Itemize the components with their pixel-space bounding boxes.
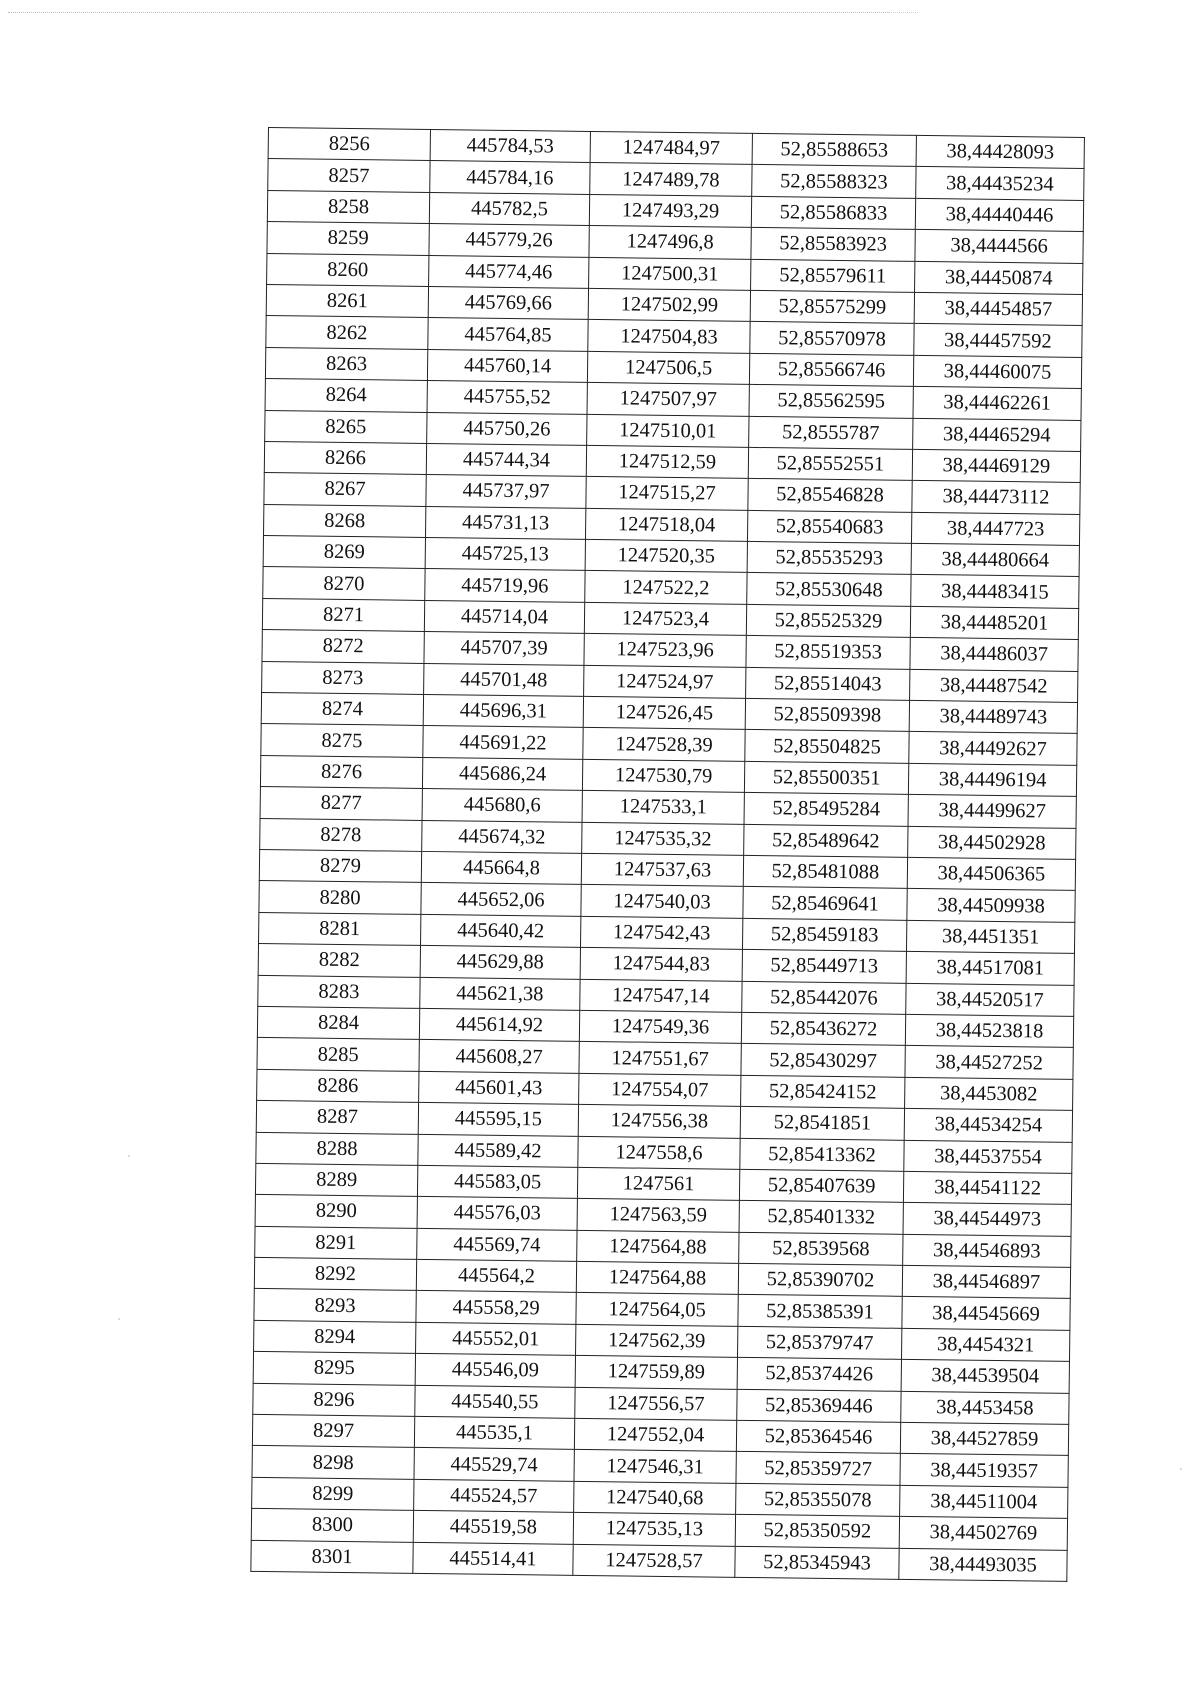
y-coordinate-cell: 1247512,59 [586,445,748,478]
latitude-cell: 52,85509398 [745,698,909,731]
x-coordinate-cell: 445529,74 [414,1448,574,1481]
point-number-cell: 8299 [252,1477,414,1510]
longitude-cell: 38,44428093 [916,135,1084,168]
longitude-cell: 38,44511004 [900,1485,1068,1518]
x-coordinate-cell: 445701,48 [424,663,584,696]
longitude-cell: 38,44460075 [913,355,1081,388]
latitude-cell: 52,85566746 [749,353,913,386]
y-coordinate-cell: 1247528,57 [573,1544,735,1577]
point-number-cell: 8287 [256,1101,418,1134]
y-coordinate-cell: 1247559,89 [575,1356,737,1389]
longitude-cell: 38,4444566 [915,230,1083,263]
point-number-cell: 8296 [253,1383,415,1416]
longitude-cell: 38,44502928 [908,826,1076,859]
y-coordinate-cell: 1247562,39 [576,1324,738,1357]
x-coordinate-cell: 445750,26 [427,412,587,445]
y-coordinate-cell: 1247533,1 [582,791,744,824]
longitude-cell: 38,44509938 [907,889,1075,922]
longitude-cell: 38,44469129 [912,449,1080,482]
longitude-cell: 38,44527252 [905,1046,1073,1079]
latitude-cell: 52,85364546 [736,1420,900,1453]
y-coordinate-cell: 1247556,38 [578,1104,740,1137]
x-coordinate-cell: 445576,03 [417,1197,577,1230]
point-number-cell: 8273 [262,661,424,694]
y-coordinate-cell: 1247563,59 [577,1199,739,1232]
latitude-cell: 52,85495284 [744,793,908,826]
longitude-cell: 38,44520517 [906,983,1074,1016]
y-coordinate-cell: 1247564,88 [577,1230,739,1263]
coordinates-table-container [250,127,1084,1582]
latitude-cell: 52,85570978 [750,322,914,355]
latitude-cell: 52,85424152 [741,1075,905,1108]
longitude-cell: 38,44465294 [913,418,1081,451]
x-coordinate-cell: 445640,42 [421,914,581,947]
y-coordinate-cell: 1247540,68 [574,1481,736,1514]
longitude-cell: 38,44435234 [916,167,1084,200]
latitude-cell: 52,8539568 [739,1232,903,1265]
latitude-cell: 52,85345943 [735,1546,899,1579]
x-coordinate-cell: 445583,05 [417,1165,577,1198]
y-coordinate-cell: 1247535,13 [573,1513,735,1546]
x-coordinate-cell: 445779,26 [429,224,589,257]
point-number-cell: 8268 [264,504,426,537]
y-coordinate-cell: 1247518,04 [585,508,747,541]
longitude-cell: 38,44527859 [900,1422,1068,1455]
y-coordinate-cell: 1247530,79 [582,759,744,792]
y-coordinate-cell: 1247515,27 [586,477,748,510]
y-coordinate-cell: 1247561 [577,1167,739,1200]
x-coordinate-cell: 445680,6 [422,789,582,822]
longitude-cell: 38,4447723 [911,512,1079,545]
y-coordinate-cell: 1247551,67 [579,1042,741,1075]
longitude-cell: 38,44486037 [910,638,1078,671]
x-coordinate-cell: 445731,13 [425,506,585,539]
longitude-cell: 38,44506365 [907,857,1075,890]
point-number-cell: 8260 [267,253,429,286]
point-number-cell: 8261 [266,284,428,317]
longitude-cell: 38,44541122 [903,1171,1071,1204]
point-number-cell: 8285 [257,1038,419,1071]
x-coordinate-cell: 445714,04 [424,600,584,633]
x-coordinate-cell: 445664,8 [421,851,581,884]
longitude-cell: 38,44457592 [914,324,1082,357]
point-number-cell: 8256 [268,128,430,161]
latitude-cell: 52,85374426 [737,1358,901,1391]
longitude-cell: 38,44544973 [903,1203,1071,1236]
y-coordinate-cell: 1247556,57 [575,1387,737,1420]
longitude-cell: 38,44523818 [905,1014,1073,1047]
longitude-cell: 38,4454321 [901,1328,1069,1361]
point-number-cell: 8272 [262,630,424,663]
y-coordinate-cell: 1247537,63 [581,853,743,886]
point-number-cell: 8262 [266,316,428,349]
y-coordinate-cell: 1247484,97 [590,131,752,164]
scan-speck [128,1155,130,1157]
longitude-cell: 38,44545669 [902,1297,1070,1330]
y-coordinate-cell: 1247489,78 [590,163,752,196]
latitude-cell: 52,85588323 [752,165,916,198]
x-coordinate-cell: 445719,96 [425,569,585,602]
longitude-cell: 38,44546897 [902,1265,1070,1298]
y-coordinate-cell: 1247544,83 [580,948,742,981]
x-coordinate-cell: 445674,32 [422,820,582,853]
point-number-cell: 8286 [257,1069,419,1102]
x-coordinate-cell: 445764,85 [428,318,588,351]
point-number-cell: 8297 [252,1414,414,1447]
y-coordinate-cell: 1247522,2 [585,571,747,604]
latitude-cell: 52,8541851 [740,1106,904,1139]
x-coordinate-cell: 445629,88 [420,946,580,979]
latitude-cell: 52,85359727 [736,1452,900,1485]
latitude-cell: 52,85504825 [745,730,909,763]
point-number-cell: 8259 [267,222,429,255]
latitude-cell: 52,85575299 [750,290,914,323]
x-coordinate-cell: 445784,53 [430,129,590,162]
latitude-cell: 52,85562595 [749,385,913,418]
y-coordinate-cell: 1247558,6 [578,1136,740,1169]
y-coordinate-cell: 1247528,39 [583,728,745,761]
latitude-cell: 52,8555787 [749,416,913,449]
longitude-cell: 38,44492627 [909,732,1077,765]
longitude-cell: 38,4453458 [901,1391,1069,1424]
point-number-cell: 8267 [264,473,426,506]
x-coordinate-cell: 445652,06 [421,883,581,916]
point-number-cell: 8277 [260,787,422,820]
point-number-cell: 8257 [268,159,430,192]
scan-speck [1180,1468,1182,1470]
point-number-cell: 8271 [262,598,424,631]
x-coordinate-cell: 445524,57 [414,1479,574,1512]
point-number-cell: 8283 [258,975,420,1008]
latitude-cell: 52,85540683 [747,510,911,543]
point-number-cell: 8300 [251,1509,413,1542]
longitude-cell: 38,44517081 [906,952,1074,985]
longitude-cell: 38,44499627 [908,795,1076,828]
latitude-cell: 52,85459183 [742,918,906,951]
longitude-cell: 38,44440446 [915,198,1083,231]
latitude-cell: 52,85430297 [741,1044,905,1077]
x-coordinate-cell: 445784,16 [430,161,590,194]
point-number-cell: 8258 [267,190,429,223]
latitude-cell: 52,85530648 [747,573,911,606]
latitude-cell: 52,85379747 [738,1326,902,1359]
x-coordinate-cell: 445564,2 [416,1259,576,1292]
longitude-cell: 38,44539504 [901,1360,1069,1393]
x-coordinate-cell: 445595,15 [418,1103,578,1136]
x-coordinate-cell: 445774,46 [429,255,589,288]
longitude-cell: 38,44502769 [899,1517,1067,1550]
x-coordinate-cell: 445744,34 [426,443,586,476]
y-coordinate-cell: 1247523,4 [584,602,746,635]
x-coordinate-cell: 445691,22 [423,726,583,759]
x-coordinate-cell: 445601,43 [419,1071,579,1104]
longitude-cell: 38,44480664 [911,543,1079,576]
y-coordinate-cell: 1247524,97 [584,665,746,698]
longitude-cell: 38,44493035 [899,1548,1067,1581]
y-coordinate-cell: 1247506,5 [587,351,749,384]
point-number-cell: 8278 [260,818,422,851]
scan-artifact-line [8,12,888,13]
y-coordinate-cell: 1247554,07 [579,1073,741,1106]
latitude-cell: 52,85514043 [746,667,910,700]
y-coordinate-cell: 1247507,97 [587,383,749,416]
point-number-cell: 8291 [255,1226,417,1259]
latitude-cell: 52,85355078 [736,1483,900,1516]
x-coordinate-cell: 445519,58 [413,1511,573,1544]
y-coordinate-cell: 1247500,31 [589,257,751,290]
x-coordinate-cell: 445569,74 [417,1228,577,1261]
x-coordinate-cell: 445686,24 [422,757,582,790]
point-number-cell: 8263 [265,347,427,380]
point-number-cell: 8270 [263,567,425,600]
point-number-cell: 8274 [261,692,423,725]
latitude-cell: 52,85407639 [739,1169,903,1202]
longitude-cell: 38,44519357 [900,1454,1068,1487]
latitude-cell: 52,85583923 [751,228,915,261]
longitude-cell: 38,44454857 [914,292,1082,325]
longitude-cell: 38,44450874 [915,261,1083,294]
point-number-cell: 8290 [255,1195,417,1228]
x-coordinate-cell: 445535,1 [414,1416,574,1449]
longitude-cell: 38,44483415 [911,575,1079,608]
point-number-cell: 8279 [259,849,421,882]
latitude-cell: 52,85535293 [747,541,911,574]
y-coordinate-cell: 1247547,14 [580,979,742,1012]
longitude-cell: 38,44473112 [912,481,1080,514]
x-coordinate-cell: 445725,13 [425,538,585,571]
point-number-cell: 8265 [265,410,427,443]
x-coordinate-cell: 445540,55 [415,1385,575,1418]
longitude-cell: 38,4453082 [905,1077,1073,1110]
latitude-cell: 52,85350592 [735,1515,899,1548]
latitude-cell: 52,85500351 [744,761,908,794]
y-coordinate-cell: 1247549,36 [579,1010,741,1043]
longitude-cell: 38,44496194 [908,763,1076,796]
latitude-cell: 52,85588653 [752,133,916,166]
y-coordinate-cell: 1247510,01 [587,414,749,447]
point-number-cell: 8293 [254,1289,416,1322]
longitude-cell: 38,4451351 [906,920,1074,953]
point-number-cell: 8294 [254,1320,416,1353]
point-number-cell: 8264 [265,379,427,412]
point-number-cell: 8275 [261,724,423,757]
x-coordinate-cell: 445737,97 [426,475,586,508]
latitude-cell: 52,85449713 [742,950,906,983]
x-coordinate-cell: 445782,5 [429,192,589,225]
point-number-cell: 8282 [258,944,420,977]
longitude-cell: 38,44487542 [910,669,1078,702]
latitude-cell: 52,85579611 [751,259,915,292]
longitude-cell: 38,44485201 [910,606,1078,639]
y-coordinate-cell: 1247504,83 [588,320,750,353]
point-number-cell: 8295 [253,1352,415,1385]
x-coordinate-cell: 445552,01 [416,1322,576,1355]
scan-speck [118,1318,120,1320]
y-coordinate-cell: 1247546,31 [574,1450,736,1483]
point-number-cell: 8298 [252,1446,414,1479]
x-coordinate-cell: 445769,66 [428,286,588,319]
longitude-cell: 38,44489743 [909,700,1077,733]
x-coordinate-cell: 445760,14 [427,349,587,382]
latitude-cell: 52,85469641 [743,887,907,920]
y-coordinate-cell: 1247564,88 [576,1261,738,1294]
x-coordinate-cell: 445755,52 [427,381,587,414]
x-coordinate-cell: 445546,09 [415,1354,575,1387]
coordinates-table [250,127,1085,1582]
y-coordinate-cell: 1247520,35 [585,539,747,572]
latitude-cell: 52,85369446 [737,1389,901,1422]
x-coordinate-cell: 445621,38 [420,977,580,1010]
y-coordinate-cell: 1247535,32 [582,822,744,855]
y-coordinate-cell: 1247564,05 [576,1293,738,1326]
x-coordinate-cell: 445589,42 [418,1134,578,1167]
latitude-cell: 52,85385391 [738,1295,902,1328]
x-coordinate-cell: 445558,29 [416,1291,576,1324]
x-coordinate-cell: 445514,41 [413,1542,573,1575]
point-number-cell: 8281 [259,912,421,945]
x-coordinate-cell: 445707,39 [424,632,584,665]
point-number-cell: 8280 [259,881,421,914]
y-coordinate-cell: 1247493,29 [589,194,751,227]
latitude-cell: 52,85546828 [748,479,912,512]
y-coordinate-cell: 1247526,45 [583,696,745,729]
longitude-cell: 38,44462261 [913,387,1081,420]
x-coordinate-cell: 445696,31 [423,694,583,727]
latitude-cell: 52,85401332 [739,1201,903,1234]
latitude-cell: 52,85390702 [738,1263,902,1296]
y-coordinate-cell: 1247540,03 [581,885,743,918]
latitude-cell: 52,85413362 [740,1138,904,1171]
point-number-cell: 8288 [256,1132,418,1165]
latitude-cell: 52,85586833 [751,196,915,229]
y-coordinate-cell: 1247523,96 [584,634,746,667]
latitude-cell: 52,85436272 [741,1012,905,1045]
latitude-cell: 52,85442076 [742,981,906,1014]
scan-artifact-line [888,12,918,13]
point-number-cell: 8266 [264,441,426,474]
latitude-cell: 52,85525329 [746,604,910,637]
longitude-cell: 38,44534254 [904,1108,1072,1141]
latitude-cell: 52,85552551 [748,447,912,480]
latitude-cell: 52,85489642 [744,824,908,857]
latitude-cell: 52,85519353 [746,636,910,669]
longitude-cell: 38,44546893 [903,1234,1071,1267]
y-coordinate-cell: 1247542,43 [580,916,742,949]
point-number-cell: 8289 [255,1163,417,1196]
latitude-cell: 52,85481088 [743,855,907,888]
y-coordinate-cell: 1247496,8 [589,226,751,259]
longitude-cell: 38,44537554 [904,1140,1072,1173]
point-number-cell: 8292 [254,1257,416,1290]
x-coordinate-cell: 445608,27 [419,1040,579,1073]
y-coordinate-cell: 1247502,99 [588,288,750,321]
point-number-cell: 8284 [257,1006,419,1039]
point-number-cell: 8269 [263,536,425,569]
point-number-cell: 8276 [260,755,422,788]
point-number-cell: 8301 [251,1540,413,1573]
x-coordinate-cell: 445614,92 [419,1008,579,1041]
coordinates-table-body [251,128,1085,1582]
y-coordinate-cell: 1247552,04 [574,1418,736,1451]
